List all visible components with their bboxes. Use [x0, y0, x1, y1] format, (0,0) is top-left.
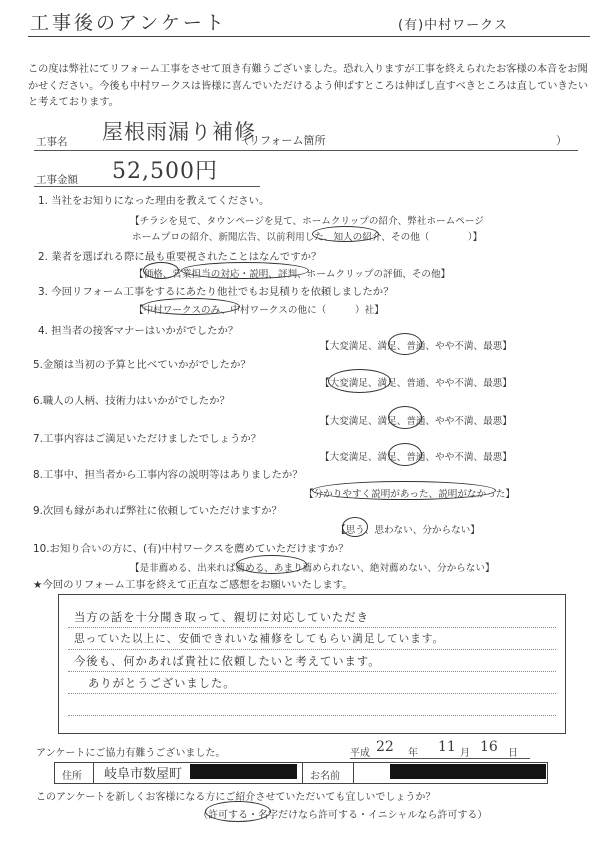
q9-options: 【思う、思わない、分からない】 [336, 525, 480, 536]
work-name-underline [34, 150, 578, 151]
date-month[interactable]: 11 [438, 739, 456, 755]
address-value[interactable]: 岐阜市数屋町 [104, 767, 183, 782]
comment-rule [68, 693, 556, 694]
work-name-note: （リフォーム箇所 [238, 134, 326, 147]
question-9: 9.次回も縁があれば弊社に依頼していただけますか？ [33, 505, 282, 517]
q2-selected-circle-sales [181, 262, 309, 279]
work-name-label: 工事名 [36, 136, 68, 148]
address-redaction [190, 764, 297, 779]
date-year-unit: 年 [408, 748, 418, 759]
date-era: 平成 [350, 748, 370, 759]
thanks-text: アンケートにご協力有難うございました。 [36, 748, 226, 759]
permission-options: （許可する・名字だけなら許可する・イニシャルなら許可する） [198, 810, 488, 821]
date-year[interactable]: 22 [376, 739, 394, 755]
question-6: 6.職人の人柄、技術力はいかがでしたか？ [33, 395, 230, 407]
q6-options: 【大変満足、満足、普通、やや不満、最悪】 [320, 416, 512, 427]
question-7: 7.工事内容はご満足いただけましたでしょうか？ [33, 433, 262, 445]
q3-selected-circle [142, 298, 240, 315]
date-underline [350, 758, 530, 759]
intro-text: この度は弊社にてリフォーム工事をさせて頂き有難うございました。恐れ入りますが工事を終えられたお客様の本音をお聞かせください。今後も中村ワークスは皆様に喜んでいただけるよう伸ばすところは伸ばし直すべきところは直していきたいと考えております。 [28, 64, 589, 108]
comment-line-1: 当方の話を十分聞き取って、親切に対応していただき [74, 611, 369, 624]
permission-question: このアンケートを新しくお客様になる方にご紹介させていただいても宜しいでしょうか？ [36, 792, 436, 803]
question-4: 4. 担当者の接客マナーはいかがでしたか？ [38, 325, 239, 337]
comment-line-4: ありがとうございました。 [88, 677, 236, 690]
question-10: 10.お知り合いの方に、(有)中村ワークスを薦めていただけますか？ [33, 543, 349, 555]
q10-selected-circle [236, 555, 307, 574]
name-redaction [390, 764, 546, 779]
address-label: 住所 [62, 771, 82, 782]
q1-options-line-1: 【チラシを見て、タウンページを見て、ホームクリップの紹介、弊社ホームページ [130, 216, 484, 227]
comment-rule [68, 627, 556, 628]
q4-selected-circle [388, 333, 422, 355]
question-3: 3. 今回リフォーム工事をするにあたり他社でもお見積りを依頼しましたか？ [38, 286, 394, 298]
q8-selected-circle [312, 481, 496, 500]
date-day[interactable]: 16 [480, 739, 498, 755]
q9-selected-circle [342, 517, 368, 537]
comment-rule [68, 649, 556, 650]
q2-selected-circle-price [143, 262, 179, 279]
q4-options: 【大変満足、満足、普通、やや不満、最悪】 [320, 341, 512, 352]
q1-options-line-2: ホームプロの紹介、新聞広告、以前利用した、知人の紹介、その他（ ）】 [132, 232, 483, 243]
q8-options: 【分かりやすく説明があった、説明がなかった】 [304, 489, 515, 500]
question-1: 1. 当社をお知りになった理由を教えてください。 [38, 195, 270, 207]
q5-options: 【大変満足、満足、普通、やや不満、最悪】 [320, 378, 512, 389]
comment-line-2: 思っていた以上に、安価できれいな補修をしてもらい満足しています。 [74, 633, 445, 645]
name-label: お名前 [310, 771, 340, 782]
work-amount-value[interactable]: 52,500円 [112, 159, 218, 184]
question-8: 8.工事中、担当者から工事内容の説明等はありましたか？ [33, 469, 303, 481]
company-name: (有)中村ワークス [398, 18, 509, 33]
work-amount-underline [34, 186, 260, 187]
question-2: 2. 業者を選ばれる際に最も重要視されたことはなんですか？ [38, 251, 322, 263]
q6-selected-circle [388, 406, 422, 429]
comment-rule [68, 671, 556, 672]
page-title: 工事後のアンケート [30, 12, 227, 34]
date-day-unit: 日 [508, 748, 518, 759]
work-name-note-end: ） [556, 134, 567, 147]
title-underline [28, 36, 590, 37]
q7-options: 【大変満足、満足、普通、やや不満、最悪】 [320, 452, 512, 463]
work-amount-label: 工事金額 [36, 174, 78, 186]
q5-selected-circle [328, 369, 391, 393]
q10-options: 【是非薦める、出来れば薦める、あまり薦められない、絶対薦めない、分からない】 [130, 563, 495, 574]
date-month-unit: 月 [460, 748, 470, 759]
comment-prompt: ★今回のリフォーム工事を終えて正直なご感想をお願いいたします。 [33, 579, 353, 591]
comment-rule [68, 715, 556, 716]
q1-selected-circle [312, 226, 379, 242]
question-5: 5.金額は当初の予算と比べていかがでしたか？ [33, 359, 251, 371]
work-name-value[interactable]: 屋根雨漏り補修 [102, 120, 256, 144]
comment-line-3: 今後も、何かあれば貴社に依頼したいと考えています。 [74, 655, 381, 668]
q7-selected-circle [388, 443, 422, 466]
q3-options: 【中村ワークスのみ、中村ワークスの他に（ ）社】 [134, 305, 384, 316]
q2-options: 【価格、営業担当の対応・説明、評判、ホームクリップの評価、その他】 [134, 269, 451, 280]
permission-selected-circle [205, 801, 271, 822]
